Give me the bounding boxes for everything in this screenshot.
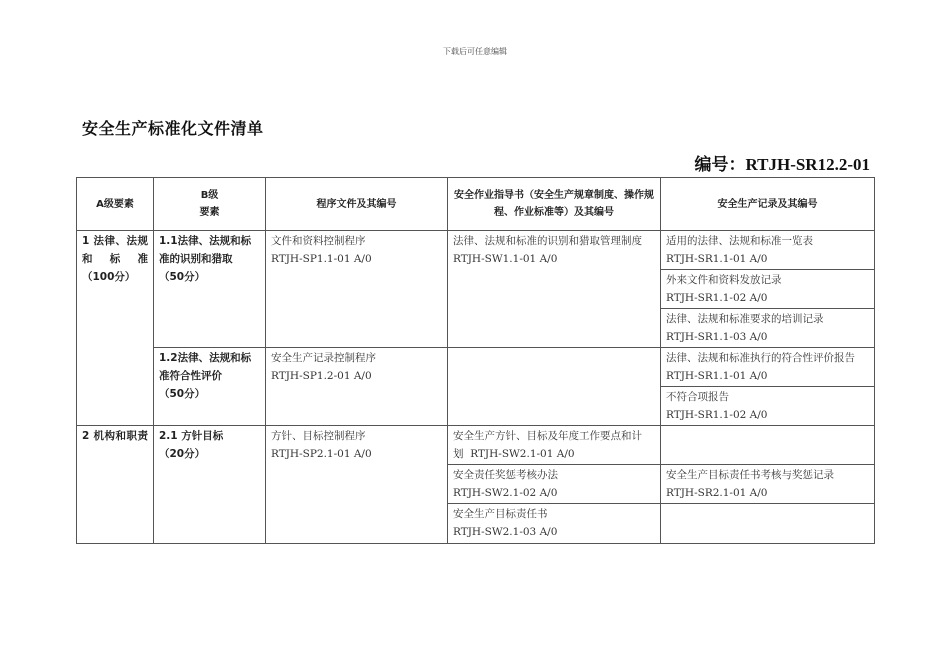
procedure-2-1-name: 方针、目标控制程序 bbox=[271, 430, 366, 442]
guideline-2-1-b-name: 安全责任奖惩考核办法 bbox=[453, 469, 558, 481]
record-1-1-c-code: RTJH-SR1.1-03 A/0 bbox=[666, 331, 768, 343]
document-number: 编号：RTJH-SR12.2-01 bbox=[694, 155, 870, 174]
guideline-2-1-a-code: RTJH-SW2.1-01 A/0 bbox=[470, 448, 575, 460]
procedure-2-1 bbox=[266, 426, 448, 544]
record-1-2-a bbox=[661, 348, 875, 387]
b-element-1-2-score: （50分） bbox=[159, 388, 206, 400]
header-b-element bbox=[154, 178, 266, 231]
record-1-1-b-code: RTJH-SR1.1-02 A/0 bbox=[666, 292, 768, 304]
record-1-1-c bbox=[661, 309, 875, 348]
record-2-1-b-name: 安全生产目标责任书考核与奖惩记录 bbox=[666, 469, 834, 481]
b-element-2-1 bbox=[154, 426, 266, 544]
table-row bbox=[77, 231, 875, 270]
b-element-1-2-name: 1.2法律、法规和标准符合性评价 bbox=[159, 352, 252, 382]
record-1-2-b bbox=[661, 387, 875, 426]
a-element-2-name: 2 机构和职责 bbox=[82, 430, 148, 442]
guideline-1-1 bbox=[448, 231, 661, 348]
guideline-2-1-b bbox=[448, 465, 661, 504]
guideline-2-1-b-code: RTJH-SW2.1-02 A/0 bbox=[453, 487, 558, 499]
header-b-line2: 要素 bbox=[199, 207, 220, 218]
record-1-1-a bbox=[661, 231, 875, 270]
b-element-1-1-name: 1.1法律、法规和标准的识别和猎取 bbox=[159, 235, 252, 265]
record-1-2-b-name: 不符合项报告 bbox=[666, 391, 729, 403]
a-element-2 bbox=[77, 426, 154, 544]
record-1-1-b bbox=[661, 270, 875, 309]
procedure-1-1-code: RTJH-SP1.1-01 A/0 bbox=[271, 253, 372, 265]
record-1-1-c-name: 法律、法规和标准要求的培训记录 bbox=[666, 313, 824, 325]
guideline-2-1-a bbox=[448, 426, 661, 465]
record-1-1-b-name: 外来文件和资料发放记录 bbox=[666, 274, 782, 286]
a-element-1 bbox=[77, 231, 154, 426]
record-1-2-a-code: RTJH-SR1.1-01 A/0 bbox=[666, 370, 768, 382]
b-element-1-1 bbox=[154, 231, 266, 348]
header-note: 下载后可任意编辑 bbox=[443, 47, 507, 56]
procedure-1-2 bbox=[266, 348, 448, 426]
header-procedures: 程序文件及其编号 bbox=[266, 178, 448, 231]
a-element-1-name: 1 法律、法规和标准 bbox=[82, 235, 148, 265]
record-2-1-b-code: RTJH-SR2.1-01 A/0 bbox=[666, 487, 768, 499]
guideline-2-1-c bbox=[448, 504, 661, 544]
procedure-1-1-name: 文件和资料控制程序 bbox=[271, 235, 366, 247]
guideline-1-2-empty bbox=[448, 348, 661, 426]
procedure-1-1 bbox=[266, 231, 448, 348]
record-2-1-b bbox=[661, 465, 875, 504]
file-list-table bbox=[76, 177, 875, 544]
b-element-2-1-name: 2.1 方针目标 bbox=[159, 430, 224, 442]
b-element-1-1-score: （50分） bbox=[159, 271, 206, 283]
table-row bbox=[77, 348, 875, 387]
record-1-2-a-name: 法律、法规和标准执行的符合性评价报告 bbox=[666, 352, 855, 364]
document-title: 安全生产标准化文件清单 bbox=[82, 119, 264, 138]
header-guidelines: 安全作业指导书（安全生产规章制度、操作规程、作业标准等）及其编号 bbox=[448, 178, 661, 231]
guideline-2-1-c-code: RTJH-SW2.1-03 A/0 bbox=[453, 526, 558, 538]
procedure-1-2-name: 安全生产记录控制程序 bbox=[271, 352, 376, 364]
record-1-2-b-code: RTJH-SR1.1-02 A/0 bbox=[666, 409, 768, 421]
header-records: 安全生产记录及其编号 bbox=[661, 178, 875, 231]
guideline-2-1-c-name: 安全生产目标责任书 bbox=[453, 508, 548, 520]
header-b-line1: B级 bbox=[200, 190, 219, 201]
table-header-row bbox=[77, 178, 875, 231]
header-a-element: A级要素 bbox=[77, 178, 154, 231]
table-row bbox=[77, 426, 875, 465]
b-element-2-1-score: （20分） bbox=[159, 448, 206, 460]
guideline-1-1-code: RTJH-SW1.1-01 A/0 bbox=[453, 253, 558, 265]
record-1-1-a-name: 适用的法律、法规和标准一览表 bbox=[666, 235, 813, 247]
b-element-1-2 bbox=[154, 348, 266, 426]
guideline-2-1-a-name: 安全生产方针、目标及年度工作要点和计划 bbox=[453, 430, 642, 460]
a-element-1-score: （100分） bbox=[82, 271, 136, 283]
record-2-1-a bbox=[661, 426, 875, 465]
record-2-1-c bbox=[661, 504, 875, 544]
record-1-1-a-code: RTJH-SR1.1-01 A/0 bbox=[666, 253, 768, 265]
guideline-1-1-name: 法律、法规和标准的识别和猎取管理制度 bbox=[453, 235, 642, 247]
procedure-1-2-code: RTJH-SP1.2-01 A/0 bbox=[271, 370, 372, 382]
procedure-2-1-code: RTJH-SP2.1-01 A/0 bbox=[271, 448, 372, 460]
